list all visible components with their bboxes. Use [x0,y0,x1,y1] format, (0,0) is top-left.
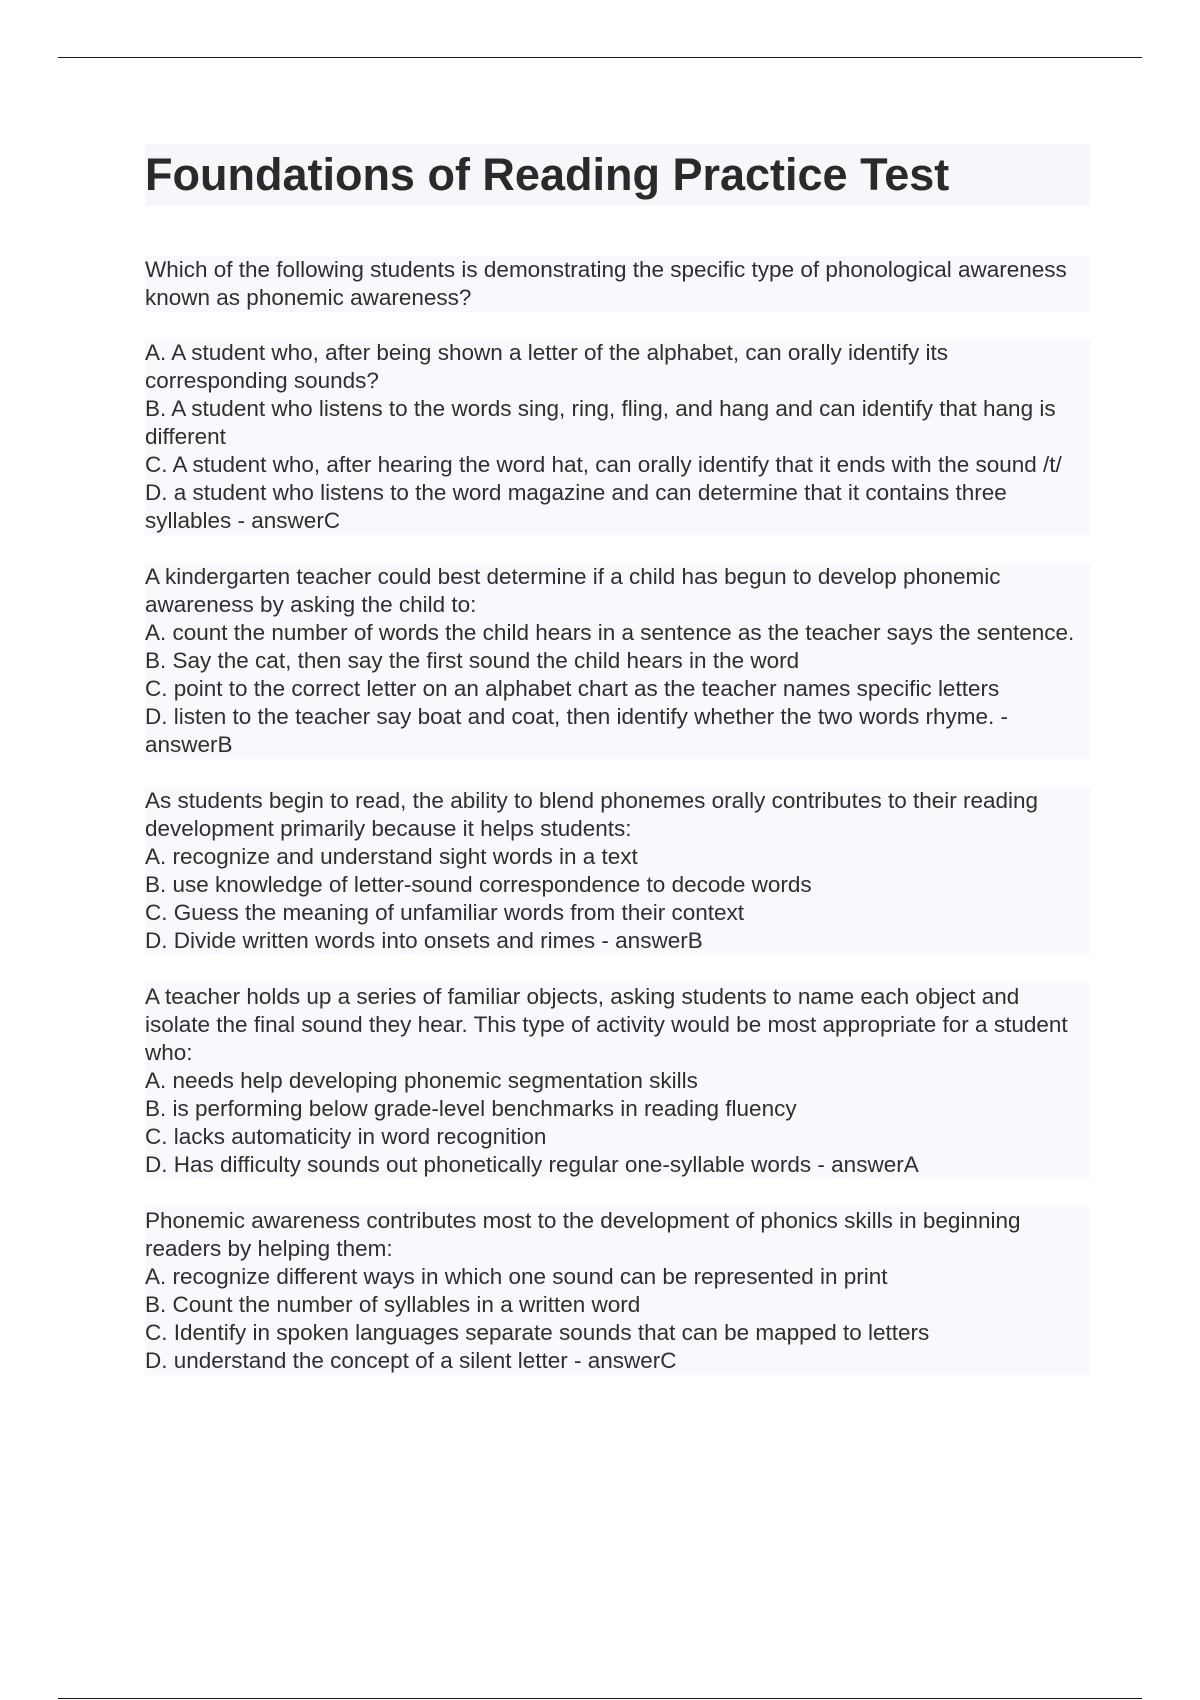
question-1-stem: Which of the following students is demonstrating the specific type of phonological awareness known as phonemic awareness? [145,256,1090,312]
question-4-option-c: C. lacks automaticity in word recognition [145,1123,1090,1151]
question-1-option-d: D. a student who listens to the word magazine and can determine that it contains three syllables - answerC [145,479,1090,535]
question-2 [145,563,1090,759]
question-4-stem: A teacher holds up a series of familiar objects, asking students to name each object and isolate the final sound they hear. This type of activity would be most appropriate for a student who: [145,983,1090,1067]
question-3-option-a: A. recognize and understand sight words in a text [145,843,1090,871]
question-2-option-b: B. Say the cat, then say the first sound the child hears in the word [145,647,1090,675]
question-3-stem: As students begin to read, the ability to blend phonemes orally contributes to their reading development primarily because it helps students: [145,787,1090,843]
page-content [145,144,1090,1403]
question-3-option-b: B. use knowledge of letter-sound correspondence to decode words [145,871,1090,899]
question-5-option-d: D. understand the concept of a silent letter - answerC [145,1347,1090,1375]
question-5-option-b: B. Count the number of syllables in a written word [145,1291,1090,1319]
question-2-option-a: A. count the number of words the child hears in a sentence as the teacher says the sentence. [145,619,1090,647]
question-2-stem: A kindergarten teacher could best determine if a child has begun to develop phonemic awareness by asking the child to: [145,563,1090,619]
question-2-option-c: C. point to the correct letter on an alphabet chart as the teacher names specific letters [145,675,1090,703]
question-4-option-a: A. needs help developing phonemic segmentation skills [145,1067,1090,1095]
question-3-option-c: C. Guess the meaning of unfamiliar words from their context [145,899,1090,927]
question-list [145,256,1090,1375]
question-1-spacer [145,312,1090,339]
question-4-option-d: D. Has difficulty sounds out phonetically regular one-syllable words - answerA [145,1151,1090,1179]
question-3-option-d: D. Divide written words into onsets and rimes - answerB [145,927,1090,955]
question-5-option-c: C. Identify in spoken languages separate sounds that can be mapped to letters [145,1319,1090,1347]
question-3 [145,787,1090,955]
question-2-option-d: D. listen to the teacher say boat and coat, then identify whether the two words rhyme. - answerB [145,703,1090,759]
bottom-rule [58,1698,1142,1699]
question-5-stem: Phonemic awareness contributes most to the development of phonics skills in beginning readers by helping them: [145,1207,1090,1263]
question-1 [145,256,1090,535]
question-5-option-a: A. recognize different ways in which one sound can be represented in print [145,1263,1090,1291]
question-1-option-b: B. A student who listens to the words sing, ring, fling, and hang and can identify that hang is different [145,395,1090,451]
question-1-option-a: A. A student who, after being shown a letter of the alphabet, can orally identify its corresponding sounds? [145,339,1090,395]
question-1-option-c: C. A student who, after hearing the word hat, can orally identify that it ends with the sound /t/ [145,451,1090,479]
question-4 [145,983,1090,1179]
document-title: Foundations of Reading Practice Test [145,144,1090,206]
question-5 [145,1207,1090,1375]
top-rule [58,57,1142,58]
question-4-option-b: B. is performing below grade-level benchmarks in reading fluency [145,1095,1090,1123]
